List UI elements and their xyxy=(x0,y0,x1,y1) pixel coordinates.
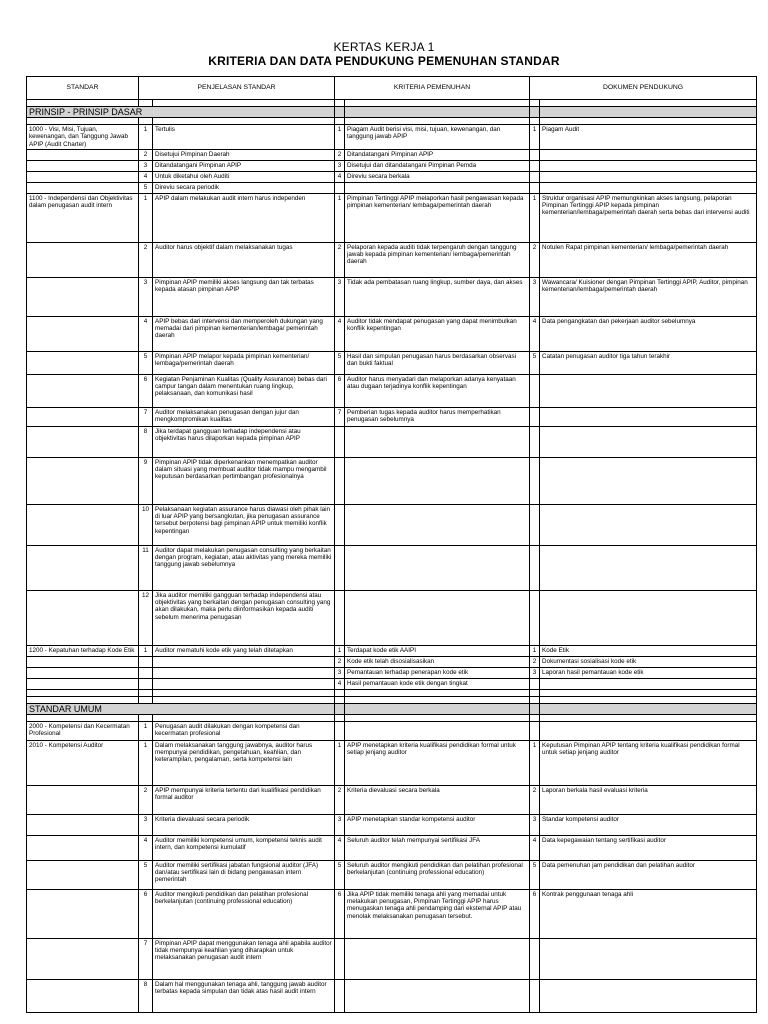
document-text: Notulen Rapat pimpinan kementerian/ lembaga/pemerintah daerah xyxy=(540,242,757,277)
table-row xyxy=(27,193,757,242)
criteria-number: 1 xyxy=(335,193,345,242)
section-label-umum: STANDAR UMUM xyxy=(27,703,335,714)
standard-cell xyxy=(27,860,139,889)
table-row xyxy=(27,426,757,457)
document-text xyxy=(540,504,757,545)
explanation-number: 3 xyxy=(139,814,153,835)
criteria-text: Pimpinan Tertinggi APIP melaporkan hasil pengawasan kepada pimpinan kementerian/ lembaga/pemerintah daerah xyxy=(345,193,530,242)
explanation-number: 2 xyxy=(139,242,153,277)
criteria-text: Auditor tidak mendapat penugasan yang dapat menimbulkan konflik kepentingan xyxy=(345,316,530,351)
explanation-number: 1 xyxy=(139,721,153,740)
explanation-text: Tertulis xyxy=(153,125,335,150)
criteria-number xyxy=(335,545,345,590)
standard-cell xyxy=(27,407,139,426)
explanation-number: 11 xyxy=(139,545,153,590)
criteria-number: 3 xyxy=(335,160,345,171)
explanation-text: Auditor harus objektif dalam melaksanakan tugas xyxy=(153,242,335,277)
criteria-number xyxy=(335,590,345,645)
document-text xyxy=(540,407,757,426)
criteria-text: Terdapat kode etik AAIPI xyxy=(345,645,530,656)
criteria-number: 6 xyxy=(335,374,345,407)
standard-cell xyxy=(27,149,139,160)
document-number xyxy=(530,407,540,426)
table-row xyxy=(27,667,757,678)
spacer-row xyxy=(27,696,757,703)
table-row xyxy=(27,351,757,374)
standard-cell xyxy=(27,457,139,504)
document-title: KERTAS KERJA 1 xyxy=(333,40,435,54)
document-text xyxy=(540,149,757,160)
criteria-text xyxy=(345,504,530,545)
document-text: Catatan penugasan auditor tiga tahun terakhir xyxy=(540,351,757,374)
table-row xyxy=(27,407,757,426)
explanation-number: 5 xyxy=(139,351,153,374)
criteria-text xyxy=(345,457,530,504)
criteria-number: 2 xyxy=(335,149,345,160)
document-number xyxy=(530,171,540,182)
document-number xyxy=(530,721,540,740)
criteria-text: Seluruh auditor mengikuti pendidikan dan pelatihan profesional berkelanjutan (continuing professional education) xyxy=(345,860,530,889)
criteria-number: 2 xyxy=(335,785,345,814)
standard-cell xyxy=(27,785,139,814)
criteria-number xyxy=(335,426,345,457)
criteria-text xyxy=(345,182,530,193)
standard-cell xyxy=(27,678,139,689)
explanation-text xyxy=(153,667,335,678)
document-number: 4 xyxy=(530,316,540,351)
explanation-number xyxy=(139,656,153,667)
standard-cell xyxy=(27,171,139,182)
explanation-number xyxy=(139,678,153,689)
document-text: Standar kompetensi auditor xyxy=(540,814,757,835)
criteria-number: 4 xyxy=(335,678,345,689)
criteria-text: Pelaporan kepada auditi tidak terpengaruh dengan tanggung jawab kepada pimpinan kementerian/ lembaga/pemerintah daerah xyxy=(345,242,530,277)
document-text: Struktur organisasi APIP memungkinkan akses langsung, pelaporan Pimpinan Tertinggi APIP kepada pimpinan kementerian/lembaga/pemerintah daerah serta bebas dari intervensi auditi xyxy=(540,193,757,242)
document-number: 5 xyxy=(530,351,540,374)
standard-cell xyxy=(27,374,139,407)
explanation-number: 4 xyxy=(139,316,153,351)
standard-cell xyxy=(27,889,139,938)
criteria-number: 1 xyxy=(335,740,345,785)
criteria-text xyxy=(345,938,530,979)
criteria-text: Ditandatangani Pimpinan APIP xyxy=(345,149,530,160)
explanation-text: Jika terdapat gangguan terhadap independensi atau objektivitas harus dilaporkan kepada pimpinan APIP xyxy=(153,426,335,457)
document-text: Kode Etik xyxy=(540,645,757,656)
explanation-number: 6 xyxy=(139,374,153,407)
document-number xyxy=(530,678,540,689)
standard-cell xyxy=(27,242,139,277)
explanation-number: 8 xyxy=(139,979,153,1012)
criteria-text: Tidak ada pembatasan ruang lingkup, sumber daya, dan akses xyxy=(345,277,530,316)
header-dokumen: DOKUMEN PENDUKUNG xyxy=(530,77,757,100)
document-text: Kontrak penggunaan tenaga ahli xyxy=(540,889,757,938)
explanation-text: Pelaksanaan kegiatan assurance harus diawasi oleh pihak lain di luar APIP yang bersangkutan, jika penugasan assurance tersebut berpotensi bagi pimpinan APIP untuk memiliki konflik kepentingan xyxy=(153,504,335,545)
spacer-row xyxy=(27,689,757,696)
explanation-number: 8 xyxy=(139,426,153,457)
document-text xyxy=(540,545,757,590)
explanation-number: 1 xyxy=(139,193,153,242)
standard-cell xyxy=(27,835,139,860)
explanation-text: Auditor mengikuti pendidikan dan pelatihan profesional berkelanjutan (continuing professional education) xyxy=(153,889,335,938)
explanation-number: 1 xyxy=(139,740,153,785)
document-number: 1 xyxy=(530,125,540,150)
explanation-number: 1 xyxy=(139,125,153,150)
table-row xyxy=(27,814,757,835)
criteria-number xyxy=(335,721,345,740)
standard-cell xyxy=(27,277,139,316)
document-number: 1 xyxy=(530,645,540,656)
standard-cell: 1200 - Kepatuhan terhadap Kode Etik xyxy=(27,645,139,656)
explanation-text: Pimpinan APIP tidak diperkenankan menempatkan auditor dalam situasi yang membuat auditor tidak mampu mengambil keputusan berdasarkan pertimbangan profesionalnya xyxy=(153,457,335,504)
standard-cell: 2000 - Kompetensi dan Kecermatan Profesional xyxy=(27,721,139,740)
explanation-number: 1 xyxy=(139,645,153,656)
document-number: 5 xyxy=(530,860,540,889)
spacer-row xyxy=(27,100,757,107)
standard-cell xyxy=(27,160,139,171)
criteria-text: Kode etik telah disosialisasikan xyxy=(345,656,530,667)
criteria-text: Jika APIP tidak memiliki tenaga ahli yang memadai untuk melakukan penugasan, Pimpinan Tertinggi APIP harus menugaskan tenaga ahli pendamping dari eksternal APIP atau menolak melaksanakan penugasan tersebut. xyxy=(345,889,530,938)
standard-cell xyxy=(27,182,139,193)
explanation-text: Ditandatangani Pimpinan APIP xyxy=(153,160,335,171)
criteria-text xyxy=(345,426,530,457)
explanation-text: Penugasan audit dilakukan dengan kompetensi dan kecermatan profesional xyxy=(153,721,335,740)
criteria-number: 2 xyxy=(335,242,345,277)
criteria-number xyxy=(335,182,345,193)
table-row xyxy=(27,785,757,814)
table-row xyxy=(27,242,757,277)
explanation-text: APIP mempunyai kriteria tertentu dari kualifikasi pendidikan formal auditor xyxy=(153,785,335,814)
document-text xyxy=(540,160,757,171)
table-row xyxy=(27,457,757,504)
criteria-number: 6 xyxy=(335,889,345,938)
table-row xyxy=(27,740,757,785)
table-row xyxy=(27,125,757,150)
table-row xyxy=(27,374,757,407)
document-number: 1 xyxy=(530,740,540,785)
explanation-number: 7 xyxy=(139,407,153,426)
explanation-number: 3 xyxy=(139,277,153,316)
section-label-prinsip: PRINSIP - PRINSIP DASAR xyxy=(27,107,335,118)
table-row xyxy=(27,656,757,667)
criteria-text: Pemberian tugas kepada auditor harus memperhatikan penugasan sebelumnya xyxy=(345,407,530,426)
document-text: Data kepegawaian tentang sertifikasi auditor xyxy=(540,835,757,860)
criteria-text: Kriteria dievaluasi secara berkala xyxy=(345,785,530,814)
document-text xyxy=(540,938,757,979)
explanation-text xyxy=(153,678,335,689)
standard-cell: 1000 - Visi, Misi, Tujuan, kewenangan, dan Tanggung Jawab APIP (Audit Charter) xyxy=(27,125,139,150)
document-text: Wawancara/ Kuisioner dengan Pimpinan Tertinggi APIP, Auditor, pimpinan kementerian/lembaga/pemerintah daerah xyxy=(540,277,757,316)
criteria-text: Auditor harus menyadari dan melaporkan adanya kenyataan atau dugaan terjadinya konflik kepentingan xyxy=(345,374,530,407)
document-number: 1 xyxy=(530,193,540,242)
criteria-number: 3 xyxy=(335,277,345,316)
criteria-number xyxy=(335,504,345,545)
explanation-number: 3 xyxy=(139,160,153,171)
criteria-text: Seluruh auditor telah mempunyai sertifikasi JFA xyxy=(345,835,530,860)
document-number: 3 xyxy=(530,277,540,316)
document-number xyxy=(530,979,540,1012)
document-text xyxy=(540,374,757,407)
criteria-number: 5 xyxy=(335,351,345,374)
header-standar: STANDAR xyxy=(27,77,139,100)
criteria-text xyxy=(345,721,530,740)
criteria-number: 2 xyxy=(335,656,345,667)
explanation-text: Kegiatan Penjaminan Kualitas (Quality Assurance) bebas dari campur tangan dalam menentukan ruang lingkup, pelaksanaan, dan komunikasi hasil xyxy=(153,374,335,407)
criteria-text: Pemantauan terhadap penerapan kode etik xyxy=(345,667,530,678)
document-number: 2 xyxy=(530,242,540,277)
document-text: Keputusan Pimpinan APIP tentang kriteria kualifikasi pendidikan formal untuk setiap jenjang auditor xyxy=(540,740,757,785)
explanation-text: Dalam melaksanakan tanggung jawabnya, auditor harus mempunyai pendidikan, pengetahuan, keahlian, dan keterampilan, pengalaman, serta kompetensi lain xyxy=(153,740,335,785)
explanation-text: Pimpinan APIP dapat menggunakan tenaga ahli apabila auditor tidak mempunyai keahlian yang diharapkan untuk melaksanakan penugasan audit intern xyxy=(153,938,335,979)
explanation-number: 4 xyxy=(139,835,153,860)
document-number xyxy=(530,504,540,545)
explanation-number: 6 xyxy=(139,889,153,938)
criteria-text: APIP menetapkan standar kompetensi auditor xyxy=(345,814,530,835)
criteria-number: 7 xyxy=(335,407,345,426)
criteria-text: APIP menetapkan kriteria kualifikasi pendidikan formal untuk setiap jenjang auditor xyxy=(345,740,530,785)
explanation-text: Untuk diketahui oleh Auditi xyxy=(153,171,335,182)
criteria-number: 1 xyxy=(335,125,345,150)
explanation-text: Auditor dapat melakukan penugasan consulting yang berkaitan dengan program, kegiatan, atau aktivitas yang mereka memiliki tanggung jawab sebelumnya xyxy=(153,545,335,590)
table-row xyxy=(27,149,757,160)
document-text: Dokumentasi sosialisasi kode etik xyxy=(540,656,757,667)
standard-cell xyxy=(27,814,139,835)
table-row xyxy=(27,889,757,938)
explanation-number xyxy=(139,667,153,678)
table-header-row xyxy=(27,77,757,100)
explanation-number: 5 xyxy=(139,860,153,889)
table-row xyxy=(27,645,757,656)
criteria-text xyxy=(345,545,530,590)
criteria-number: 3 xyxy=(335,667,345,678)
criteria-text xyxy=(345,979,530,1012)
criteria-number xyxy=(335,979,345,1012)
document-text xyxy=(540,426,757,457)
document-number xyxy=(530,149,540,160)
table-row xyxy=(27,938,757,979)
criteria-number: 3 xyxy=(335,814,345,835)
document-text xyxy=(540,182,757,193)
document-number xyxy=(530,182,540,193)
document-number xyxy=(530,545,540,590)
standard-cell xyxy=(27,545,139,590)
standard-cell xyxy=(27,590,139,645)
header-kriteria: KRITERIA PEMENUHAN xyxy=(335,77,530,100)
document-text xyxy=(540,678,757,689)
standard-cell: 2010 - Kompetensi Auditor xyxy=(27,740,139,785)
explanation-text: Kriteria dievaluasi secara periodik xyxy=(153,814,335,835)
table-row xyxy=(27,277,757,316)
criteria-number: 4 xyxy=(335,316,345,351)
criteria-text: Direviu secara berkala xyxy=(345,171,530,182)
explanation-text xyxy=(153,656,335,667)
standard-cell xyxy=(27,656,139,667)
explanation-text: Disetujui Pimpinan Daerah xyxy=(153,149,335,160)
standard-cell xyxy=(27,316,139,351)
document-number: 4 xyxy=(530,835,540,860)
explanation-text: Pimpinan APIP memiliki akses langsung dan tak terbatas kepada atasan pimpinan APIP xyxy=(153,277,335,316)
standards-table xyxy=(26,76,757,1013)
explanation-number: 5 xyxy=(139,182,153,193)
standard-cell xyxy=(27,938,139,979)
table-row xyxy=(27,835,757,860)
document-number xyxy=(530,938,540,979)
criteria-number: 5 xyxy=(335,860,345,889)
explanation-number: 12 xyxy=(139,590,153,645)
document-number xyxy=(530,374,540,407)
section-row-prinsip xyxy=(27,107,757,118)
document-text: Data pemenuhan jam pendidikan dan pelatihan auditor xyxy=(540,860,757,889)
explanation-text: Auditor melaksanakan penugasan dengan jujur dan mengkompromikan kualitas xyxy=(153,407,335,426)
explanation-text: Pimpinan APIP melapor kepada pimpinan kementerian/ lembaga/pemerintah daerah xyxy=(153,351,335,374)
document-text: Data pengangkatan dan pekerjaan auditor sebelumnya xyxy=(540,316,757,351)
table-row xyxy=(27,590,757,645)
document-text xyxy=(540,590,757,645)
document-number: 3 xyxy=(530,667,540,678)
criteria-number xyxy=(335,457,345,504)
criteria-text: Hasil pemantauan kode etik dengan tingkat xyxy=(345,678,530,689)
explanation-number: 9 xyxy=(139,457,153,504)
table-row xyxy=(27,316,757,351)
explanation-number: 4 xyxy=(139,171,153,182)
header-penjelasan: PENJELASAN STANDAR xyxy=(139,77,335,100)
explanation-number: 7 xyxy=(139,938,153,979)
standard-cell: 1100 - Independensi dan Objektivitas dalam penugasan audit intern xyxy=(27,193,139,242)
document-number: 3 xyxy=(530,814,540,835)
table-row xyxy=(27,504,757,545)
explanation-text: Auditor mematuhi kode etik yang telah ditetapkan xyxy=(153,645,335,656)
document-text: Laporan berkala hasil evaluasi kriteria xyxy=(540,785,757,814)
standard-cell xyxy=(27,667,139,678)
explanation-text: Jika auditor memiliki gangguan terhadap independensi atau objektivitas yang berkaitan dengan penugasan consulting yang akan dilakukan, maka perlu diinformasikan kepada auditi sebelum menerima penugasan xyxy=(153,590,335,645)
table-row xyxy=(27,545,757,590)
table-row xyxy=(27,171,757,182)
criteria-number xyxy=(335,938,345,979)
document-number xyxy=(530,160,540,171)
document-number: 6 xyxy=(530,889,540,938)
section-row-umum xyxy=(27,703,757,714)
document-number xyxy=(530,457,540,504)
criteria-text: Hasil dan simpulan penugasan harus berdasarkan observasi dan bukti faktual xyxy=(345,351,530,374)
table-row xyxy=(27,160,757,171)
explanation-text: Dalam hal menggunakan tenaga ahli, tanggung jawab auditor terbatas kepada simpulan dan tidak atas hasil audit intern xyxy=(153,979,335,1012)
table-row xyxy=(27,721,757,740)
explanation-text: APIP bebas dari intervensi dan memperoleh dukungan yang memadai dari pimpinan kementerian/lembaga/ pemerintah daerah xyxy=(153,316,335,351)
standard-cell xyxy=(27,504,139,545)
spacer-row xyxy=(27,714,757,721)
document-number: 2 xyxy=(530,785,540,814)
explanation-number: 2 xyxy=(139,149,153,160)
table-row xyxy=(27,182,757,193)
standard-cell xyxy=(27,979,139,1012)
document-text xyxy=(540,171,757,182)
criteria-number: 4 xyxy=(335,171,345,182)
explanation-number: 2 xyxy=(139,785,153,814)
document-text xyxy=(540,979,757,1012)
standard-cell xyxy=(27,426,139,457)
document-number xyxy=(530,590,540,645)
document-text xyxy=(540,457,757,504)
document-text xyxy=(540,721,757,740)
criteria-text: Disetujui dan ditandatangani Pimpinan Pemda xyxy=(345,160,530,171)
spacer-row xyxy=(27,118,757,125)
criteria-number: 1 xyxy=(335,645,345,656)
document-number: 2 xyxy=(530,656,540,667)
table-row xyxy=(27,860,757,889)
document-text: Laporan hasil pemantauan kode etik xyxy=(540,667,757,678)
criteria-text: Piagam Audit berisi visi, misi, tujuan, kewenangan, dan tanggung jawab APIP xyxy=(345,125,530,150)
table-row xyxy=(27,979,757,1012)
document-text: Piagam Audit xyxy=(540,125,757,150)
criteria-number: 4 xyxy=(335,835,345,860)
standard-cell xyxy=(27,351,139,374)
document-number xyxy=(530,426,540,457)
explanation-text: APIP dalam melakukan audit intern harus independen xyxy=(153,193,335,242)
explanation-number: 10 xyxy=(139,504,153,545)
criteria-text xyxy=(345,590,530,645)
table-row xyxy=(27,678,757,689)
explanation-text: Auditor memiliki kompetensi umum, kompetensi teknis audit intern, dan kompetensi kumulatif xyxy=(153,835,335,860)
explanation-text: Auditor memiliki sertifikasi jabatan fungsional auditor (JFA) dan/atau sertifikasi lain di bidang pengawasan intern pemerintah xyxy=(153,860,335,889)
explanation-text: Direviu secara periodik xyxy=(153,182,335,193)
document-subtitle: KRITERIA DAN DATA PENDUKUNG PEMENUHAN STANDAR xyxy=(208,54,560,68)
